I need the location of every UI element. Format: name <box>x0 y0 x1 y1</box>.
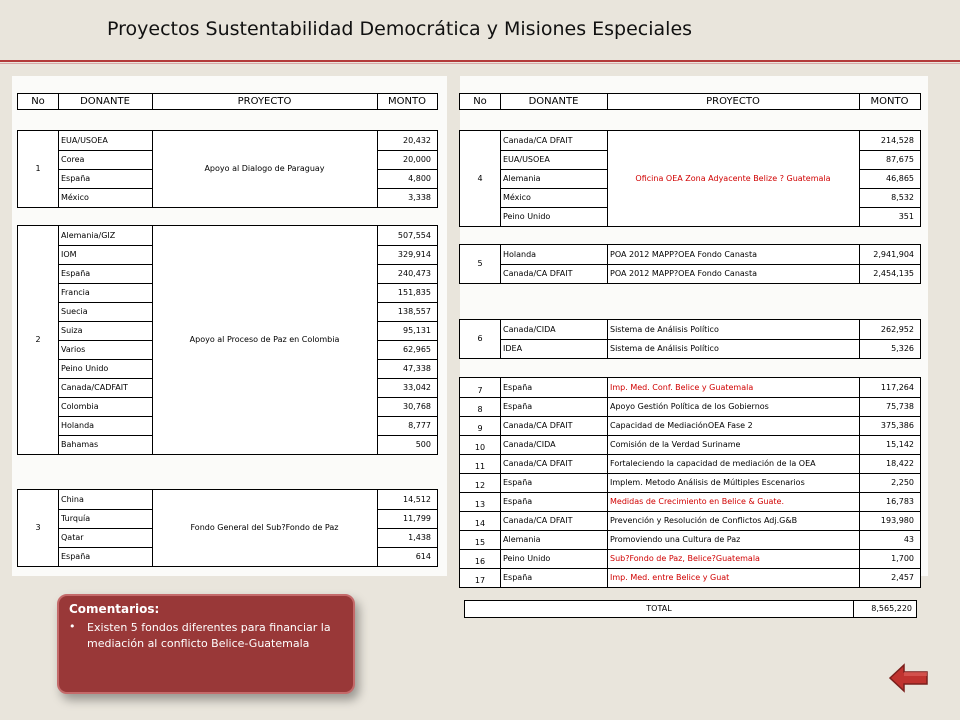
project-number: 14 <box>474 519 486 528</box>
amount-value: 95,131 <box>403 326 431 335</box>
project-number: 13 <box>474 500 486 509</box>
project-group <box>459 319 921 359</box>
project-number: 15 <box>474 538 486 547</box>
donor-name: México <box>503 193 531 202</box>
project-list <box>459 377 921 588</box>
project-number: 11 <box>474 462 486 471</box>
amount-value: 1,700 <box>891 554 914 563</box>
amount-value: 375,386 <box>880 421 914 430</box>
column-divider <box>500 378 501 587</box>
project-name: Imp. Med. Conf. Belice y Guatemala <box>610 383 754 392</box>
header-donante: DONANTE <box>528 96 579 107</box>
header-monto: MONTO <box>388 96 426 107</box>
project-name: Imp. Med. entre Belice y Guat <box>610 573 730 582</box>
amount-value: 5,326 <box>891 344 914 353</box>
amount-value: 43 <box>903 535 914 544</box>
donor-name: Peino Unido <box>61 364 109 373</box>
donor-name: Holanda <box>61 421 95 430</box>
project-name: Prevención y Resolución de Conflictos Adj.G&B <box>610 516 798 525</box>
donor-name: Bahamas <box>61 440 99 449</box>
project-name: Promoviendo una Cultura de Paz <box>610 535 741 544</box>
project-number: 3 <box>35 523 41 532</box>
project-group <box>17 489 438 567</box>
project-name: Capacidad de MediaciónOEA Fase 2 <box>610 421 753 430</box>
project-number: 10 <box>474 443 486 452</box>
amount-value: 20,432 <box>403 136 431 145</box>
comment-bullet: • <box>69 620 76 633</box>
donor-name: España <box>61 269 91 278</box>
donor-name: México <box>61 193 89 202</box>
project-number: 5 <box>477 259 483 268</box>
amount-value: 62,965 <box>403 345 431 354</box>
donor-name: EUA/USOEA <box>61 136 108 145</box>
donor-name: Canada/CA DFAIT <box>503 516 573 525</box>
donor-name: Holanda <box>503 250 537 259</box>
amount-value: 151,835 <box>397 288 431 297</box>
project-number: 7 <box>477 386 483 395</box>
project-name: Comisión de la Verdad Suriname <box>610 440 741 449</box>
header-monto: MONTO <box>870 96 909 107</box>
project-name: Implem. Metodo Análisis de Múltiples Escenarios <box>610 478 805 487</box>
amount-value: 262,952 <box>880 325 914 334</box>
project-number: 1 <box>35 164 41 173</box>
donor-name: Canada/CA DFAIT <box>503 269 573 278</box>
donor-name: EUA/USOEA <box>503 155 550 164</box>
amount-value: 87,675 <box>886 155 914 164</box>
amount-value: 193,980 <box>880 516 914 525</box>
project-name: Oficina OEA Zona Adyacente Belize ? Guatemala <box>635 174 831 183</box>
amount-value: 1,438 <box>408 533 431 542</box>
amount-value: 329,914 <box>397 250 431 259</box>
donor-name: España <box>503 497 533 506</box>
amount-value: 20,000 <box>403 155 431 164</box>
project-number: 17 <box>474 576 486 585</box>
donor-name: España <box>503 402 533 411</box>
donor-name: Canada/CA DFAIT <box>503 459 573 468</box>
donor-name: Qatar <box>61 533 84 542</box>
project-name: POA 2012 MAPP?OEA Fondo Canasta <box>610 269 757 278</box>
project-group <box>459 244 921 284</box>
project-number: 2 <box>35 335 41 344</box>
project-group <box>17 130 438 208</box>
title-rule <box>0 60 960 62</box>
donor-name: Peino Unido <box>503 212 551 221</box>
comment-box <box>57 594 355 694</box>
donor-name: Canada/CADFAIT <box>61 383 128 392</box>
project-name: Apoyo al Proceso de Paz en Colombia <box>189 335 340 344</box>
amount-value: 2,941,904 <box>873 250 914 259</box>
project-number: 12 <box>474 481 486 490</box>
donor-name: Canada/CA DFAIT <box>503 421 573 430</box>
amount-value: 75,738 <box>886 402 914 411</box>
amount-value: 14,512 <box>403 495 431 504</box>
project-name: POA 2012 MAPP?OEA Fondo Canasta <box>610 250 757 259</box>
project-group <box>17 225 438 455</box>
amount-value: 2,457 <box>891 573 914 582</box>
project-number: 6 <box>477 334 483 343</box>
donor-name: Alemania <box>503 174 541 183</box>
donor-name: España <box>503 383 533 392</box>
amount-value: 507,554 <box>397 231 431 240</box>
amount-value: 3,338 <box>408 193 431 202</box>
project-name: Apoyo al Dialogo de Paraguay <box>204 164 325 173</box>
amount-value: 240,473 <box>397 269 431 278</box>
project-name: Apoyo Gestión Política de los Gobiernos <box>610 402 769 411</box>
header-proyecto: PROYECTO <box>237 96 292 107</box>
donor-name: España <box>61 552 91 561</box>
donor-name: España <box>61 174 91 183</box>
total-label: TOTAL <box>646 604 672 613</box>
donor-name: Canada/CIDA <box>503 325 556 334</box>
project-name: Fondo General del Sub?Fondo de Paz <box>190 523 339 532</box>
amount-value: 33,042 <box>403 383 431 392</box>
header-no: No <box>31 96 45 107</box>
comment-title: Comentarios: <box>69 602 160 616</box>
donor-name: Canada/CA DFAIT <box>503 136 573 145</box>
project-name: Sistema de Análisis Político <box>610 344 719 353</box>
amount-value: 500 <box>415 440 431 449</box>
header-donante: DONANTE <box>80 96 130 107</box>
header-proyecto: PROYECTO <box>706 96 760 107</box>
back-arrow-icon[interactable] <box>888 662 930 694</box>
donor-name: Varios <box>61 345 86 354</box>
total-row <box>464 600 917 618</box>
donor-name: Alemania <box>503 535 541 544</box>
donor-name: IDEA <box>503 344 523 353</box>
column-divider <box>607 378 608 587</box>
amount-value: 351 <box>898 212 914 221</box>
page-title: Proyectos Sustentabilidad Democrática y Misiones Especiales <box>107 18 693 40</box>
donor-name: Suiza <box>61 326 83 335</box>
table-header <box>459 93 921 110</box>
donor-name: Corea <box>61 155 85 164</box>
comment-text: Existen 5 fondos diferentes para financiar la mediación al conflicto Belice-Guatemala <box>87 621 331 650</box>
amount-value: 8,777 <box>408 421 431 430</box>
amount-value: 8,532 <box>891 193 914 202</box>
column-divider <box>500 131 501 226</box>
amount-value: 2,454,135 <box>873 269 914 278</box>
project-name: Fortaleciendo la capacidad de mediación de la OEA <box>610 459 816 468</box>
table-header <box>17 93 438 110</box>
donor-name: IOM <box>61 250 77 259</box>
amount-value: 30,768 <box>403 402 431 411</box>
donor-name: Turquía <box>61 514 91 523</box>
amount-value: 11,799 <box>403 514 431 523</box>
donor-name: Alemania/GIZ <box>61 231 116 240</box>
donor-name: España <box>503 478 533 487</box>
donor-name: Suecia <box>61 307 88 316</box>
donor-name: Peino Unido <box>503 554 551 563</box>
amount-value: 214,528 <box>880 136 914 145</box>
amount-value: 4,800 <box>408 174 431 183</box>
project-name: Sistema de Análisis Político <box>610 325 719 334</box>
project-number: 8 <box>477 405 483 414</box>
total-value: 8,565,220 <box>871 604 912 613</box>
project-group <box>459 130 921 227</box>
donor-name: Colombia <box>61 402 99 411</box>
donor-name: Francia <box>61 288 90 297</box>
amount-value: 47,338 <box>403 364 431 373</box>
amount-value: 138,557 <box>397 307 431 316</box>
donor-name: España <box>503 573 533 582</box>
project-number: 9 <box>477 424 483 433</box>
project-number: 4 <box>477 174 483 183</box>
amount-value: 46,865 <box>886 174 914 183</box>
amount-value: 614 <box>415 552 431 561</box>
amount-value: 15,142 <box>886 440 914 449</box>
project-name: Medidas de Crecimiento en Belice & Guate. <box>610 497 784 506</box>
title-rule-shadow <box>0 63 960 64</box>
donor-name: China <box>61 495 84 504</box>
project-name: Sub?Fondo de Paz, Belice?Guatemala <box>610 554 760 563</box>
amount-value: 2,250 <box>891 478 914 487</box>
project-number: 16 <box>474 557 486 566</box>
amount-value: 117,264 <box>880 383 914 392</box>
header-no: No <box>473 96 487 107</box>
amount-value: 18,422 <box>886 459 914 468</box>
amount-value: 16,783 <box>886 497 914 506</box>
donor-name: Canada/CIDA <box>503 440 556 449</box>
